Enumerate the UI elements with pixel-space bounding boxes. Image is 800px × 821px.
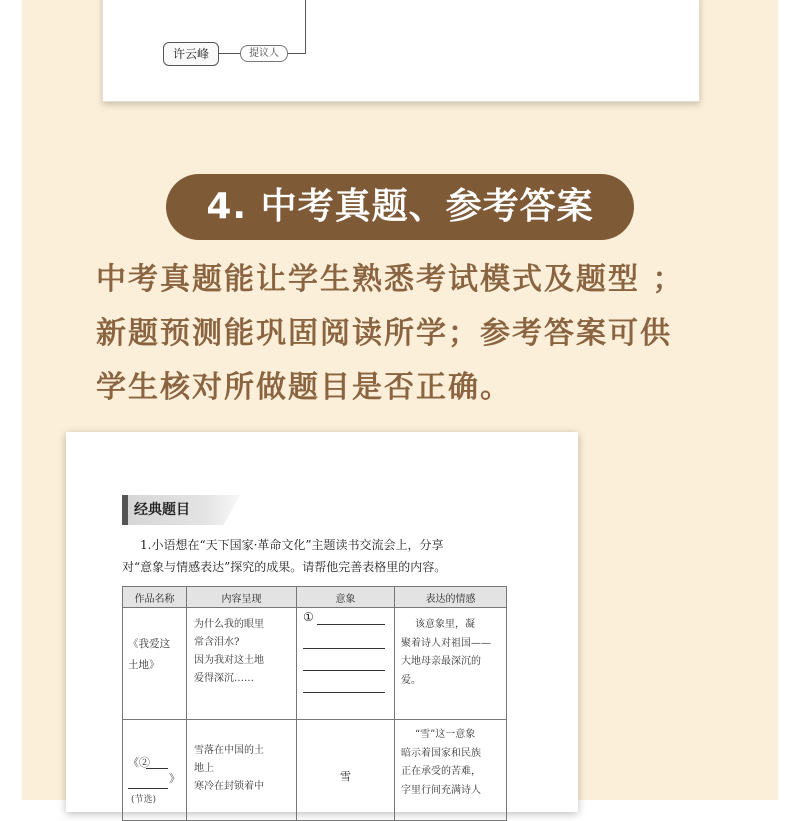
content-line: 常含泪水? [194,637,240,648]
answer-marker: ① [303,610,314,624]
table-cell-work [123,720,187,821]
emotion-line: 正在承受的苦难， [401,766,481,777]
work-title-suffix: 》 [169,772,180,785]
emotion-line: 暗示着国家和民族 [401,747,481,759]
mindmap-card [102,0,700,102]
work-title-line: 土地》 [128,659,160,671]
content-line: 为什么我的眼里 [194,619,264,630]
table-cell-work [123,608,187,720]
section-title: 4. 中考真题、参考答案 [166,174,634,240]
emotion-line: 字里行间充满诗人 [401,784,481,796]
image-value: 雪 [340,770,351,783]
emotion-line: 聚着诗人对祖国—— [401,637,491,649]
mindmap-connector [287,53,305,54]
description-line: 新题预测能巩固阅读所学；参考答案可供 [96,316,672,351]
answer-blank-line[interactable] [303,692,385,693]
work-title-prefix: 《② [128,756,150,769]
table-row [123,720,507,821]
content-line: 爱得深沉…… [194,673,254,684]
work-title-note: (节选) [131,795,157,805]
content-line: 雪落在中国的土 [194,745,264,756]
emotion-line: “雪”这一意象 [415,729,476,740]
emotion-line: 大地母亲最深沉的 [401,656,481,667]
content-line: 寒冷在封锁着中 [194,781,264,792]
question-text: 1.小语想在“天下国家·革命文化”主题读书交流会上，分享 [140,538,444,552]
emotion-line: 爱。 [401,674,421,686]
mindmap-node: 许云峰 [163,42,219,66]
table-header: 表达的情感 [395,587,507,608]
answer-blank-line[interactable] [303,648,385,649]
table-header: 意象 [297,587,395,608]
document-heading: 经典题目 [134,502,190,518]
table-row [123,608,507,720]
mindmap-connector [218,53,240,54]
table-cell-image [297,720,395,821]
emotion-line: 该意象里，凝 [415,619,475,630]
description-line: 中考真题能让学生熟悉考试模式及题型 ； [96,262,685,297]
table-cell-emotion [395,608,507,720]
table-cell-image [297,608,395,720]
answer-blank-line[interactable] [128,788,168,789]
work-title-line: 《我爱这 [128,638,170,650]
table-cell-emotion [395,720,507,821]
content-line: 因为我对这土地 [194,655,264,666]
question-table [122,586,507,821]
table-header: 作品名称 [123,587,187,608]
question-text: 对“意象与情感表达”探究的成果。请帮他完善表格里的内容。 [122,560,447,574]
heading-mark [122,495,128,525]
answer-blank-line[interactable] [146,768,168,769]
mindmap-tag: 提议人 [240,45,288,62]
answer-blank-line[interactable] [303,670,385,671]
content-line: 地上 [194,763,214,774]
table-cell-content [187,720,297,821]
description-line: 学生核对所做题目是否正确。 [96,370,512,405]
table-cell-content [187,608,297,720]
table-header: 内容呈现 [187,587,297,608]
mindmap-connector [305,0,306,54]
table-header-row [123,587,507,608]
answer-blank-line[interactable] [317,624,385,625]
